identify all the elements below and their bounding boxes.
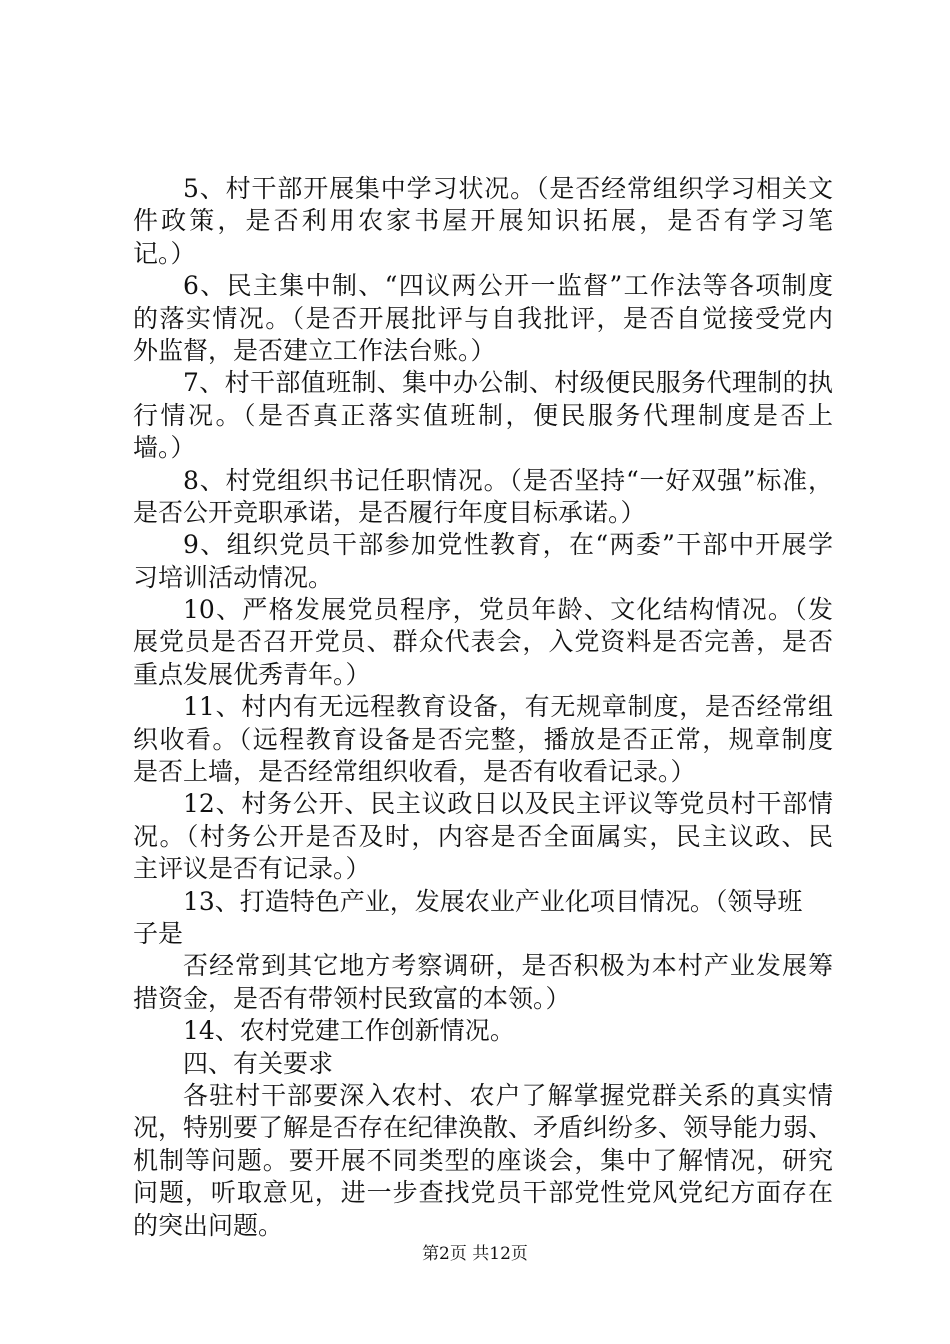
text-line: 是否公开竞职承诺，是否履行年度目标承诺。）: [133, 497, 646, 527]
text-line: 外监督，是否建立工作法台账。）: [133, 335, 496, 365]
text-line: 措资金，是否有带领村民致富的本领。）: [133, 983, 571, 1013]
text-line: 机制等问题。要开展不同类型的座谈会，集中了解情况，研究: [133, 1145, 833, 1175]
text-line: 况，特别要了解是否存在纪律涣散、矛盾纠纷多、领导能力弱、: [133, 1113, 834, 1143]
text-line: 展党员是否召开党员、群众代表会，入党资料是否完善，是否: [133, 627, 833, 657]
text-line: 墙。）: [133, 433, 196, 463]
text-line: 子是: [133, 918, 184, 948]
text-line: 问题，听取意见，进一步查找党员干部党性党风党纪方面存在: [133, 1178, 833, 1208]
text-line: 主评议是否有记录。）: [133, 854, 371, 884]
text-line: 13、打造特色产业，发展农业产业化项目情况。（领导班: [183, 886, 803, 916]
text-line: 11、村内有无远程教育设备，有无规章制度，是否经常组: [183, 692, 833, 722]
text-line: 14、农村党建工作创新情况。: [183, 1016, 515, 1046]
text-line: 织收看。（远程教育设备是否完整，播放是否正常，规章制度: [133, 724, 833, 754]
text-line: 的落实情况。（是否开展批评与自我批评，是否自觉接受党内: [133, 303, 833, 333]
text-line: 7、村干部值班制、集中办公制、村级便民服务代理制的执: [183, 368, 833, 398]
text-line: 习培训活动情况。: [133, 562, 334, 592]
section-heading: 四、有关要求: [183, 1048, 334, 1078]
text-line: 9、组织党员干部参加党性教育，在“两委”干部中开展学: [183, 530, 833, 560]
text-line: 否经常到其它地方考察调研，是否积极为本村产业发展筹: [183, 951, 833, 981]
text-line: 重点发展优秀青年。）: [133, 659, 371, 689]
page-number: 第2页 共12页: [422, 1244, 528, 1264]
document-body: [133, 173, 833, 1242]
text-line: 各驻村干部要深入农村、农户了解掌握党群关系的真实情: [183, 1080, 833, 1110]
text-line: 行情况。（是否真正落实值班制，便民服务代理制度是否上: [133, 400, 833, 430]
text-line: 12、村务公开、民主议政日以及民主评议等党员村干部情: [183, 789, 833, 819]
text-line: 况。（村务公开是否及时，内容是否全面属实，民主议政、民: [133, 821, 833, 851]
text-line: 是否上墙，是否经常组织收看，是否有收看记录。）: [133, 757, 696, 787]
text-line: 的突出问题。: [133, 1210, 284, 1240]
text-line: 6、民主集中制、“四议两公开一监督”工作法等各项制度: [183, 271, 833, 301]
text-line: 件政策，是否利用农家书屋开展知识拓展，是否有学习笔: [133, 206, 833, 236]
text-line: 10、严格发展党员程序，党员年龄、文化结构情况。（发: [183, 595, 833, 625]
text-line: 8、村党组织书记任职情况。（是否坚持“一好双强”标准，: [183, 465, 833, 495]
text-line: 5、村干部开展集中学习状况。（是否经常组织学习相关文: [183, 174, 833, 203]
text-line: 记。）: [133, 238, 196, 268]
